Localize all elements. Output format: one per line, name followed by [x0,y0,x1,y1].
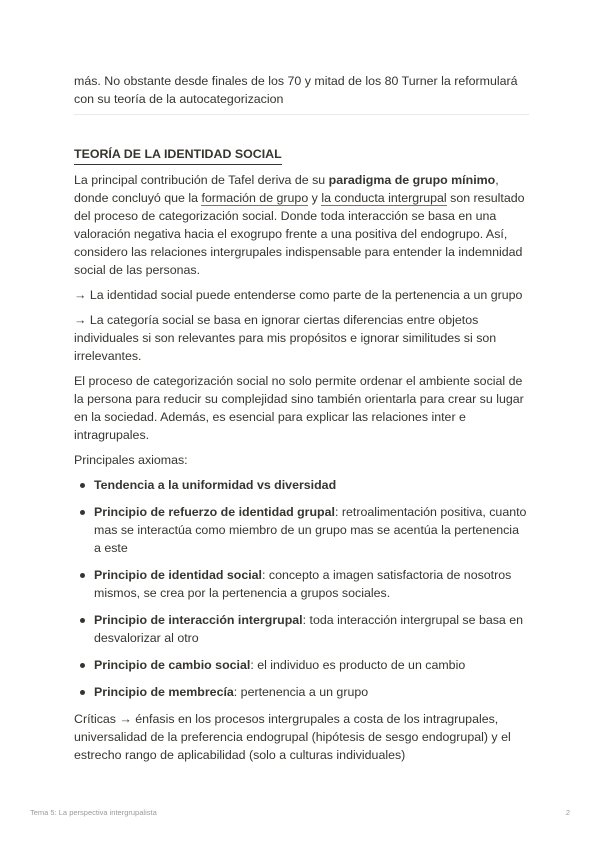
p1-underlined-term-1: formación de grupo [201,191,309,205]
axiom-desc: : el individuo es producto de un cambio [250,658,466,672]
axiom-desc: : pertenencia a un grupo [233,685,369,699]
axiom-desc: : concepto a imagen satisfactoria de nosotros mismos, se crea por la pertenencia a grupos sociales. [94,568,512,600]
section-paragraph-2: El proceso de categorización social no solo permite ordenar el ambiente social de la persona para reducir su complejidad sino también orientarla para crear su lugar en la sociedad. Además, es esencial para explicar las relaciones inter e intragrupales. [74,374,524,442]
page-number: 2 [565,808,570,817]
criticas-paragraph: Críticas → énfasis en los procesos intergrupales a costa de los intragrupales, universalidad de la preferencia endogrupal (hipótesis de sesgo endogrupal) y el estrecho rango de aplicabilidad (solo a culturas individuales) [74,712,511,762]
footer-title: Tema 5: La perspectiva intergrupalista [30,808,157,817]
axioms-list [74,476,529,701]
list-item [94,683,529,701]
intro-paragraph: más. No obstante desde finales de los 70 y mitad de los 80 Turner la reformulará con su teoría de la autocategorizacion [74,74,518,106]
p1-text-e: y [308,191,322,205]
axiom-term: Principio de membrecía [94,685,234,699]
axiom-desc: : retroalimentación positiva, cuanto mas se interactúa como miembro de un grupo mas se acentúa la pertenencia a este [94,505,527,555]
divider [74,114,529,115]
p1-text-a: La principal contribución de Tafel deriva de su [74,173,329,187]
axiom-term: Principio de identidad social [94,568,262,582]
axiom-term: Tendencia a la uniformidad vs diversidad [94,478,337,492]
arrow-paragraph-1: → La identidad social puede entenderse como parte de la pertenencia a un grupo [74,288,523,302]
list-item [94,611,529,647]
p1-text-g: son resultado del proceso de categorización social. Donde toda interacción se basa en una valoración negativa hacia el exogrupo frente a una positiva del endogrupo. Así, considero las relaciones intergrupales indispensable para entender la indemnidad social de las personas. [74,191,525,277]
p1-underlined-term-2: la conducta intergrupal [321,191,447,205]
section-paragraph-1 [74,171,529,279]
axiom-term: Principio de refuerzo de identidad grupal [94,505,335,519]
page-content [74,72,529,764]
list-item [94,476,529,494]
p1-bold-term: paradigma de grupo mínimo [328,173,496,187]
section-heading: TEORÍA DE LA IDENTIDAD SOCIAL [74,145,282,165]
p1-text-c: , donde concluyó que la [74,173,499,205]
axiom-term: Principio de cambio social [94,658,251,672]
axiom-term: Principio de interacción intergrupal [94,613,303,627]
list-item [94,503,529,557]
list-item [94,566,529,602]
axioms-intro: Principales axiomas: [74,453,188,467]
list-item [94,656,529,674]
arrow-paragraph-2: → La categoría social se basa en ignorar ciertas diferencias entre objetos individuales si son relevantes para mis propósitos e ignorar similitudes si son irrelevantes. [74,313,497,363]
axiom-desc: : toda interacción intergrupal se basa en desvalorizar al otro [94,613,524,645]
